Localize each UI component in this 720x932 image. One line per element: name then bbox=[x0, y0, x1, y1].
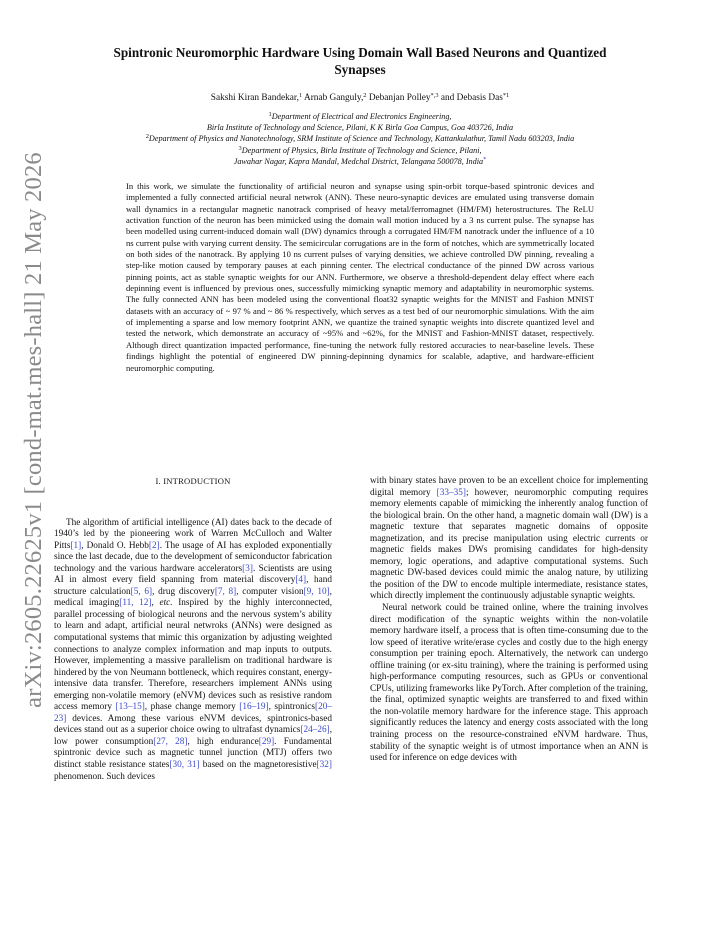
citation-link[interactable]: [3] bbox=[242, 563, 253, 574]
author-list bbox=[60, 93, 660, 103]
intro-paragraph-3 bbox=[370, 603, 648, 765]
citation-link[interactable]: [27, 28] bbox=[153, 736, 188, 747]
body-text: , bbox=[151, 598, 160, 609]
body-text: based on the magnetoresistive bbox=[199, 760, 317, 771]
affiliations bbox=[45, 111, 675, 167]
citation-link[interactable]: [9, 10] bbox=[303, 586, 330, 597]
body-text: with binary states have proven to be an excellent choice for implementing digital memory bbox=[370, 476, 648, 498]
citation-link[interactable]: [11, 12] bbox=[119, 598, 152, 609]
affiliation-line: Birla Institute of Technology and Science, Pilani, K K Birla Goa Campus, Goa 403726, India bbox=[206, 123, 514, 133]
abstract: In this work, we simulate the functionality of artificial neuron and synapse using spin-orbit torque-based spintronic devices and implemented a fully connected artificial neural netwrok (ANN). These neuro-synaptic devices are emulated using transverse domain wall dynamics in a rectangular magnetic nanotrack comprised of heavy metal/ferromagnet (HM/FM) heterostructures. The ReLU activation function of the neuron has been mimicked using the domain wall motion induced by a 3 ns current pulse. The synapse has been modelled using current-induced domain wall (DW) dynamics through a corrugated HM/FM nanotrack under the influence of a 10 ns current pulse with varying current density. The semicircular corrugations are in the form of notches, which are symmetrically located on both sides of the nanotrack. By applying 10 ns current pulses of varying densities, we achieve controlled DW pinning, revealing a step-like motion caused by temporary pauses at each pinning center. The electrical conductance of the pinned DW across various pinning points, act as stable synaptic weights for our ANN. Furthermore, we observe a threshold-dependent delay effect where each depinning event is influenced by previous ones, successfully mimicking synaptic memory and adaptability in neuromorphic systems. The fully connected ANN has been modeled using the conventional float32 synaptic weights for the MNIST and Fashion MNIST datasets with an accuracy of ~ 97 % and ~ 86 % respectively, which serves as a test bed of our neuromorphic simulations. With the aim of implementing a sparse and low memory footprint ANN, we quantize the trained synaptic weights into discrete quantized level and tested the network, which demonstrate an accuracy of ~95% and ~62%, for the MNIST and Fashion-MNIST dataset, respectively. Although direct quantization impacted performance, fine-tuning the network fully restored accuracies to near-baseline levels. These findings highlight the potential of engineered DW pinning-depinning dynamics for scalable, adaptive, and hardware-efficient neuromorphic computing. bbox=[126, 181, 594, 373]
citation-link[interactable]: [2] bbox=[148, 540, 160, 551]
citation-link[interactable]: [29] bbox=[258, 736, 275, 747]
citation-link[interactable]: [24–26] bbox=[300, 725, 330, 736]
citation-link[interactable]: [16–19] bbox=[239, 702, 269, 713]
section-heading: I. INTRODUCTION bbox=[155, 476, 231, 486]
right-column bbox=[370, 476, 648, 765]
citation-link[interactable]: [1] bbox=[70, 540, 82, 551]
arxiv-stamp: arXiv:2605.22625v1 [cond-mat.mes-hall] 21 May 2026 bbox=[20, 152, 47, 708]
author-4: and Debasis Das$^{*1}$ bbox=[440, 92, 510, 103]
arxiv-stamp-wrap bbox=[14, 152, 54, 708]
body-text: , spintronics bbox=[268, 702, 316, 713]
author-1: Sakshi Kiran Bandekar,$^1$ bbox=[210, 92, 303, 103]
affiliation-line: $^1$Department of Electrical and Electronics Engineering, bbox=[268, 111, 452, 121]
body-text: , low power consumption bbox=[54, 725, 332, 747]
body-text: . The usage of AI has exploded exponentially since the last decade, due to the development of semiconductor fabrication technology and the various hardware accelerators bbox=[54, 540, 332, 574]
body-text: , phase change memory bbox=[144, 702, 240, 713]
body-text: Neural network could be trained online, where the training involves direct modification of the synaptic weights within the non-volatile memory hardware itself, a process that is often time-consuming due to the low speed of iterative write/erase cycles and costly due to the high energy consumption per training epoch. Alternatively, the network can undergo offline training (or ex-situ training), where the training is performed using high-performance computing resources, such as GPUs or conventional CPUs, utilizing frameworks like PyTorch. After completion of the training, the final, optimized synaptic weights are transferred to and fixed within the non-volatile memory hardware for the inference stage. This approach significantly reduces the latency and energy costs associated with the long training process on the resource-constrained eNVM hardware. Thus, stability of the synaptic weight is of utmost importance when an ANN is used for inference on edge devices with bbox=[370, 603, 648, 764]
author-2: Arnab Ganguly,$^2$ bbox=[303, 92, 367, 103]
paper-title bbox=[60, 44, 660, 78]
body-text: ; however, neuromorphic computing requires memory elements capable of mimicking the inherently analog function of the biological brain. On the other hand, a magnetic domain wall (DW) is a magnetic texture that separates magnetic domains of opposite magnetization, and its precise manipulation using electric currents or magnetic fields makes DWs promising candidates for high-density memory, logic operations, and adaptive computational systems. Such magnetic DW-based devices could mimic the analog nature, by utilizing the position of the DW to encode multiple intermediate, resistance states, which directly implement the continuously adjustable synaptic weights. bbox=[370, 487, 648, 602]
affiliation-line: $^3$Department of Physics, Birla Institute of Technology and Science, Pilani, bbox=[238, 144, 482, 155]
citation-link[interactable]: [32] bbox=[316, 760, 332, 771]
body-text: . Fundamental spintronic device such as magnetic tunnel junction (MTJ) offers two distinct stable resistance states bbox=[54, 736, 333, 771]
title-line-1: Spintronic Neuromorphic Hardware Using Domain Wall Based Neurons and Quantized bbox=[113, 45, 607, 60]
citation-link[interactable]: [4] bbox=[295, 575, 307, 586]
citation-link[interactable]: [13–15] bbox=[115, 702, 145, 713]
affiliation-line: Jawahar Nagar, Kapra Mandal, Medchal District, Telangana 500078, India* bbox=[233, 155, 487, 166]
author-3: Debanjan Polley$^{*,3}$ bbox=[368, 92, 439, 103]
citation-link[interactable]: [7, 8] bbox=[214, 586, 237, 597]
citation-link[interactable]: [30, 31] bbox=[169, 760, 200, 771]
footnote-star-link[interactable]: * bbox=[483, 155, 487, 163]
title-line-2: Synapses bbox=[334, 62, 386, 77]
body-text: phenomenon. Such devices bbox=[54, 771, 155, 782]
italic-text: etc. bbox=[159, 598, 173, 609]
body-text: . Scientists are using AI in almost every field spanning from material discovery bbox=[54, 563, 332, 586]
intro-paragraph-2 bbox=[370, 476, 648, 603]
affiliation-line: $^2$Department of Physics and Nanotechnology, SRM Institute of Science and Technology, Kattankulathur, Tamil Nadu 603203, India bbox=[145, 133, 575, 144]
body-text: The algorithm of artificial intelligence (AI) dates back to the decade of 1940’s led by the pioneering work of Warren McCulloch and Walter Pitts bbox=[54, 517, 332, 551]
body-text: , hand structure calculation bbox=[54, 575, 332, 597]
citation-link[interactable]: [20–23] bbox=[54, 702, 332, 724]
left-column bbox=[54, 476, 332, 783]
body-text: , drug discovery bbox=[152, 586, 215, 597]
body-text: , medical imaging bbox=[54, 586, 332, 609]
citation-link[interactable]: [5, 6] bbox=[130, 586, 153, 597]
citation-link[interactable]: [33–35] bbox=[436, 487, 466, 498]
body-text: , computer vision bbox=[236, 586, 304, 597]
body-text: devices. Among these various eNVM devices, spintronics-based devices stand out as a superior choice owing to ultrafast dynamics bbox=[54, 713, 332, 736]
body-text: Inspired by the highly interconnected, parallel processing of biological neurons and the nervous system’s ability to learn and adapt, artificial neural netwroks (ANNs) were designed as computational systems that mimic this organization by adjusting weighted connections to analyze complex information and map inputs to outputs. However, implementing a massive parallelism on traditional hardware is hindered by the von Neumann bottleneck, which requires constant, energy-intensive data transfer. Therefore, researchers implement ANNs using emerging non-volatile memory (eNVM) devices such as resistive random access memory bbox=[54, 598, 333, 713]
intro-paragraph-1 bbox=[54, 518, 332, 784]
body-text: , Donald O. Hebb bbox=[81, 540, 149, 551]
body-text: , high endurance bbox=[187, 736, 259, 747]
